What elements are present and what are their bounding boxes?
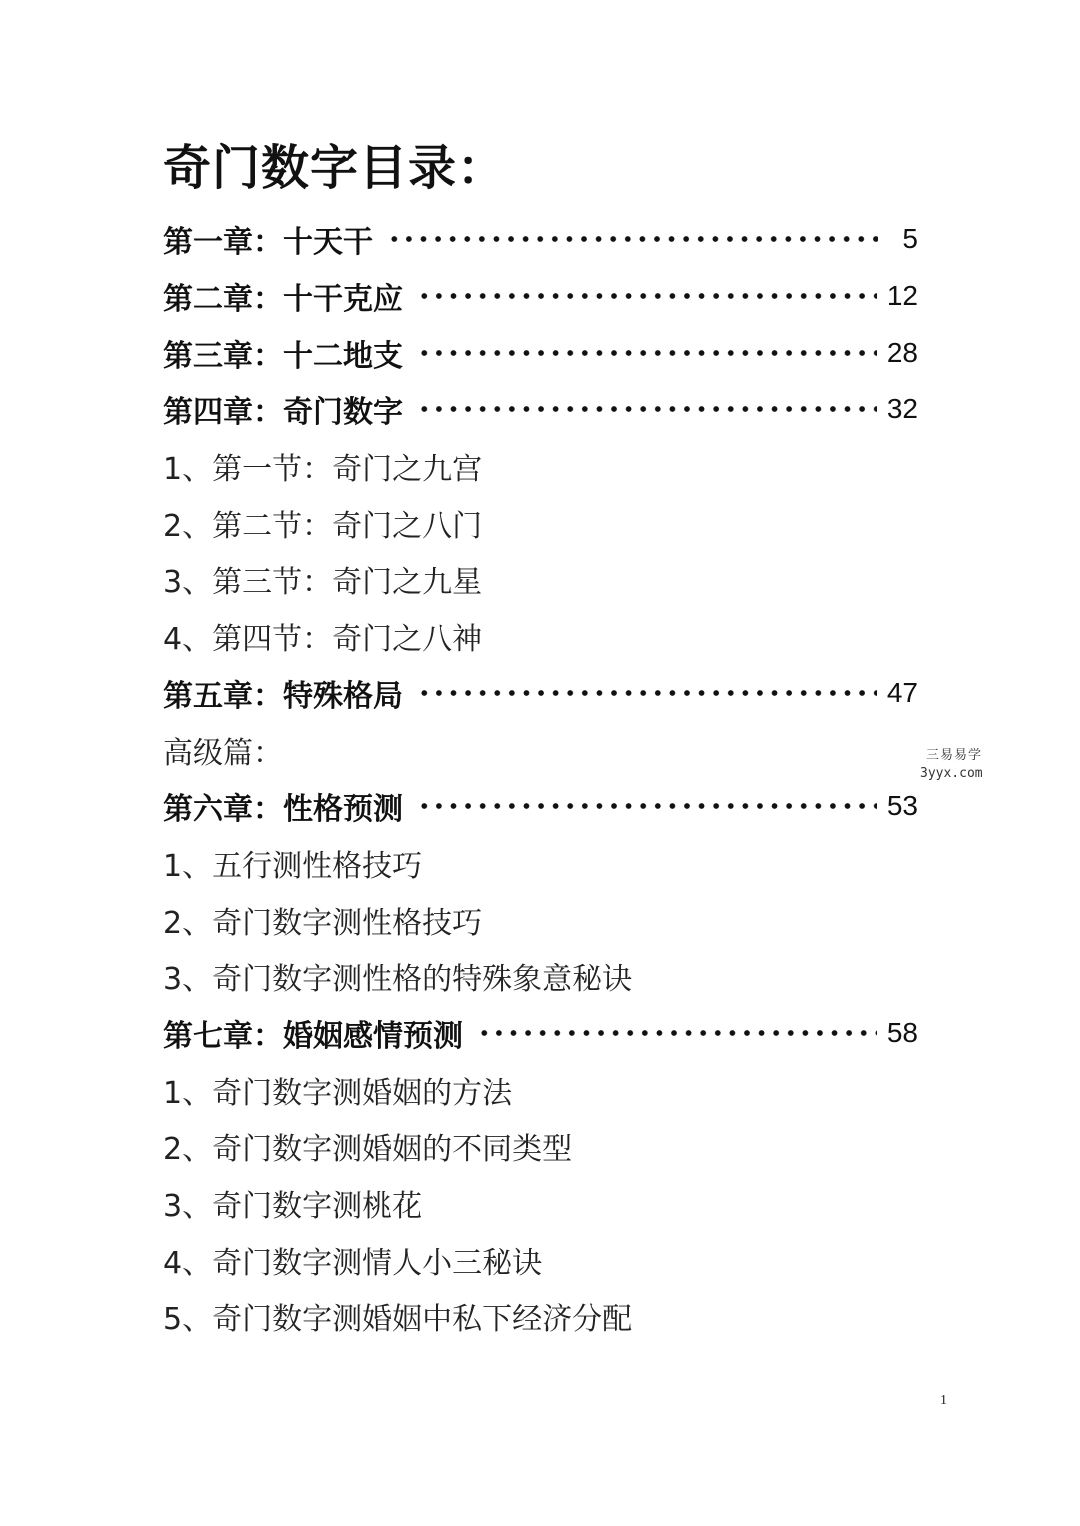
toc-section[interactable] <box>163 438 918 495</box>
toc-section-label: 1、第一节：奇门之九宫 <box>163 452 483 488</box>
toc-page-number: 28 <box>886 336 918 368</box>
toc-section[interactable] <box>163 1288 918 1345</box>
table-of-contents <box>163 211 918 1345</box>
toc-chapter-4[interactable] <box>163 381 918 438</box>
toc-section-label: 1、奇门数字测婚姻的方法 <box>163 1075 513 1111</box>
toc-chapter-3[interactable] <box>163 324 918 381</box>
toc-section-label: 1、五行测性格技巧 <box>163 848 423 884</box>
dot-leader <box>387 224 878 254</box>
toc-section-label: 3、奇门数字测桃花 <box>163 1189 423 1225</box>
toc-page-number: 5 <box>902 223 918 255</box>
toc-page-number: 32 <box>886 393 918 425</box>
toc-part-heading <box>163 721 918 778</box>
toc-page-number: 53 <box>886 790 918 822</box>
toc-section-label: 2、第二节：奇门之八门 <box>163 508 483 544</box>
toc-page-number: 12 <box>886 280 918 312</box>
toc-part-heading-label: 高级篇： <box>163 735 283 771</box>
toc-chapter-label: 第二章：十干克应 <box>163 282 403 318</box>
toc-section[interactable] <box>163 835 918 892</box>
toc-section[interactable] <box>163 891 918 948</box>
toc-chapter-label: 第五章：特殊格局 <box>163 678 403 714</box>
toc-chapter-5[interactable] <box>163 665 918 722</box>
page-number: 1 <box>940 1393 947 1408</box>
toc-chapter-label: 第一章：十天干 <box>163 225 373 261</box>
toc-page-number: 58 <box>886 1016 918 1048</box>
page-title: 奇门数字目录： <box>163 140 507 196</box>
watermark <box>826 738 986 788</box>
dot-leader <box>417 791 877 821</box>
toc-section-label: 4、第四节：奇门之八神 <box>163 622 483 658</box>
toc-section[interactable] <box>163 1118 918 1175</box>
toc-chapter-label: 第七章：婚姻感情预测 <box>163 1018 463 1054</box>
toc-chapter-label: 第三章：十二地支 <box>163 338 403 374</box>
toc-chapter-7[interactable] <box>163 1005 918 1062</box>
toc-chapter-label: 第六章：性格预测 <box>163 792 403 828</box>
toc-section-label: 5、奇门数字测婚姻中私下经济分配 <box>163 1302 633 1338</box>
toc-section-label: 3、第三节：奇门之九星 <box>163 565 483 601</box>
toc-section-label: 2、奇门数字测性格技巧 <box>163 905 483 941</box>
toc-section[interactable] <box>163 551 918 608</box>
dot-leader <box>417 338 877 368</box>
toc-chapter-2[interactable] <box>163 268 918 325</box>
toc-chapter-1[interactable] <box>163 211 918 268</box>
dot-leader <box>477 1018 877 1048</box>
toc-section[interactable] <box>163 948 918 1005</box>
toc-chapter-6[interactable] <box>163 778 918 835</box>
toc-chapter-label: 第四章：奇门数字 <box>163 395 403 431</box>
dot-leader <box>417 394 877 424</box>
toc-page-number: 47 <box>886 676 918 708</box>
toc-section-label: 2、奇门数字测婚姻的不同类型 <box>163 1132 573 1168</box>
toc-section[interactable] <box>163 1231 918 1288</box>
dot-leader <box>417 281 877 311</box>
toc-section[interactable] <box>163 1175 918 1232</box>
toc-section-label: 4、奇门数字测情人小三秘诀 <box>163 1245 543 1281</box>
watermark-text: 三易易学 <box>926 748 983 763</box>
toc-section-label: 3、奇门数字测性格的特殊象意秘诀 <box>163 962 633 998</box>
dot-leader <box>417 678 877 708</box>
toc-section[interactable] <box>163 608 918 665</box>
toc-section[interactable] <box>163 1061 918 1118</box>
watermark-url: 3yyx.com <box>920 766 983 781</box>
toc-section[interactable] <box>163 494 918 551</box>
